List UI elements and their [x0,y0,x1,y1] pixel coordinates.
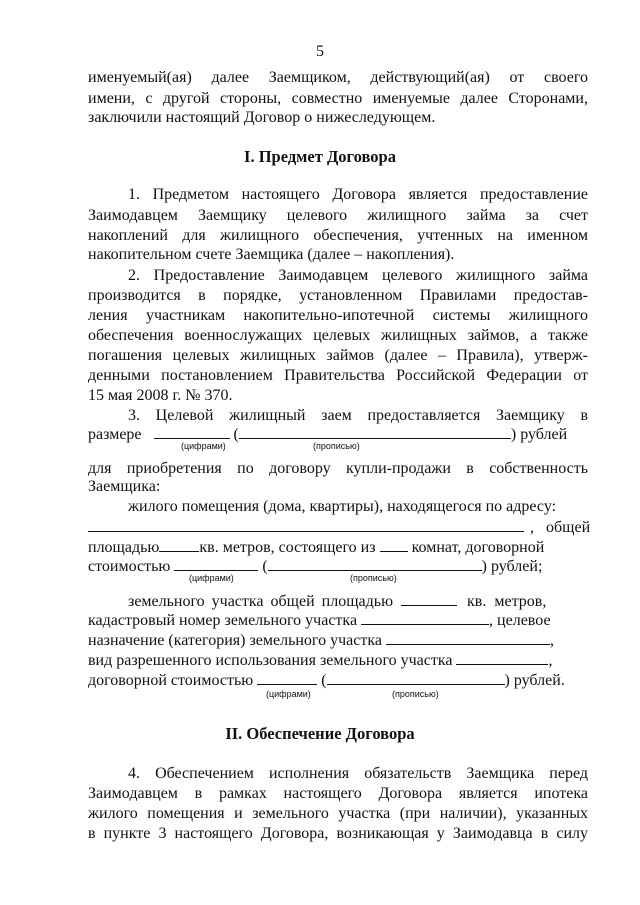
comma: , [549,632,554,649]
rubles-label: ) рублей. [504,672,565,689]
land-area-label: земельного участка общей площадью [128,593,394,610]
intro-line: имени, с другой стороны, совместно именуемые далее Сторонами, [88,90,588,107]
cadastre-field[interactable] [361,610,489,625]
address-line [88,517,591,537]
amount-digits-field[interactable] [154,424,230,439]
paragraph-line: жилого помещения и земельного участка (при наличии), указанных [88,805,588,822]
intro-line: именуемый(ая) далее Заемщиком, действующий(ая) от своего [88,69,588,86]
amount-words-field[interactable] [239,424,511,439]
dwelling-line: жилого помещения (дома, квартиры), находящегося по адресу: [128,498,557,515]
contract-cost-digits-field[interactable] [257,670,317,685]
paragraph-line: 3. Целевой жилищный заем предоставляется Заемщику в [128,407,588,424]
rooms-field[interactable] [380,537,408,552]
rubles-label: ) рублей; [481,558,543,575]
contract-cost-label: договорной стоимостью [88,672,254,689]
land-area-field[interactable] [401,591,457,606]
paragraph-line: 4. Обеспечением исполнения обязательств Заемщика перед [128,765,588,782]
paragraph-line: Заемщика: [88,478,161,495]
area-field[interactable] [159,537,199,552]
hint-words: (прописью) [350,573,397,583]
paragraph-line: накопительном счете Заемщика (далее – накопления). [88,246,455,263]
purpose-intro: , целевое [489,612,551,629]
paragraph-line: производится в порядке, установленном Правилами предостав- [88,287,588,304]
total-label: , общей [530,519,591,536]
paragraph-line: для приобретения по договору купли-продажи в собственность [88,460,588,477]
hint-digits: (цифрами) [266,689,311,699]
use-line [88,650,588,670]
paragraph-line: в пункте 3 настоящего Договора, возникающая у Заимодавца в силу [88,825,588,842]
purpose-field[interactable] [386,630,550,645]
cadastre-line [88,610,588,630]
address-field[interactable] [88,517,524,532]
contract-cost-line [88,670,588,690]
area-line [88,537,588,557]
section-title: II. Обеспечение Договора [225,724,415,743]
page-number: 5 [316,43,324,60]
land-line [128,591,588,611]
paragraph-line: обеспечения военнослужащих целевых жилищных займов, а также [88,327,588,344]
paren: ( [262,558,268,575]
use-label: вид разрешенного использования земельного участка [88,652,453,669]
land-units-label: кв. метров, [467,593,547,610]
paragraph-line: Заимодавцем Заемщику целевого жилищного займа за счет [88,207,588,224]
cost-words-field[interactable] [268,556,482,571]
rubles-label: ) рублей [510,426,568,443]
paragraph-line: Заимодавцем в рамках настоящего Договора является ипотека [88,785,588,802]
comma: , [548,652,553,669]
area-units-label: кв. метров, состоящего из [199,539,376,556]
hint-digits: (цифрами) [189,573,234,583]
paragraph-line: 2. Предоставление Заимодавцем целевого жилищного займа [128,267,588,284]
paragraph-line: накоплений для жилищного обеспечения, учтенных на именном [88,227,588,244]
paragraph-line: денными постановлением Правительства Российской Федерации от [88,367,588,384]
section-title: I. Предмет Договора [244,147,396,166]
paragraph-line: 1. Предметом настоящего Договора является предоставление [128,186,588,203]
purpose-label: назначение (категория) земельного участка [88,632,382,649]
cadastre-label: кадастровый номер земельного участка [88,612,358,629]
paren: ( [233,426,239,443]
cost-label: стоимостью [88,558,171,575]
size-label: размере [88,426,142,443]
cost-digits-field[interactable] [174,556,258,571]
paragraph-line: 15 мая 2008 г. № 370. [88,387,233,404]
use-field[interactable] [456,650,548,665]
cost-line [88,556,588,576]
paragraph-line: ления участникам накопительно-ипотечной системы жилищного [88,307,588,324]
rooms-label: комнат, договорной [411,539,545,556]
purpose-line [88,630,588,650]
contract-cost-words-field[interactable] [327,670,505,685]
paren: ( [321,672,327,689]
hint-words: (прописью) [313,441,360,451]
hint-digits: (цифрами) [181,441,226,451]
intro-line: заключили настоящий Договор о нижеследующем. [88,109,436,126]
paragraph-line: погашения целевых жилищных займов (далее – Правила), утверж- [88,347,588,364]
area-label: площадью [88,539,160,556]
hint-words: (прописью) [392,689,439,699]
